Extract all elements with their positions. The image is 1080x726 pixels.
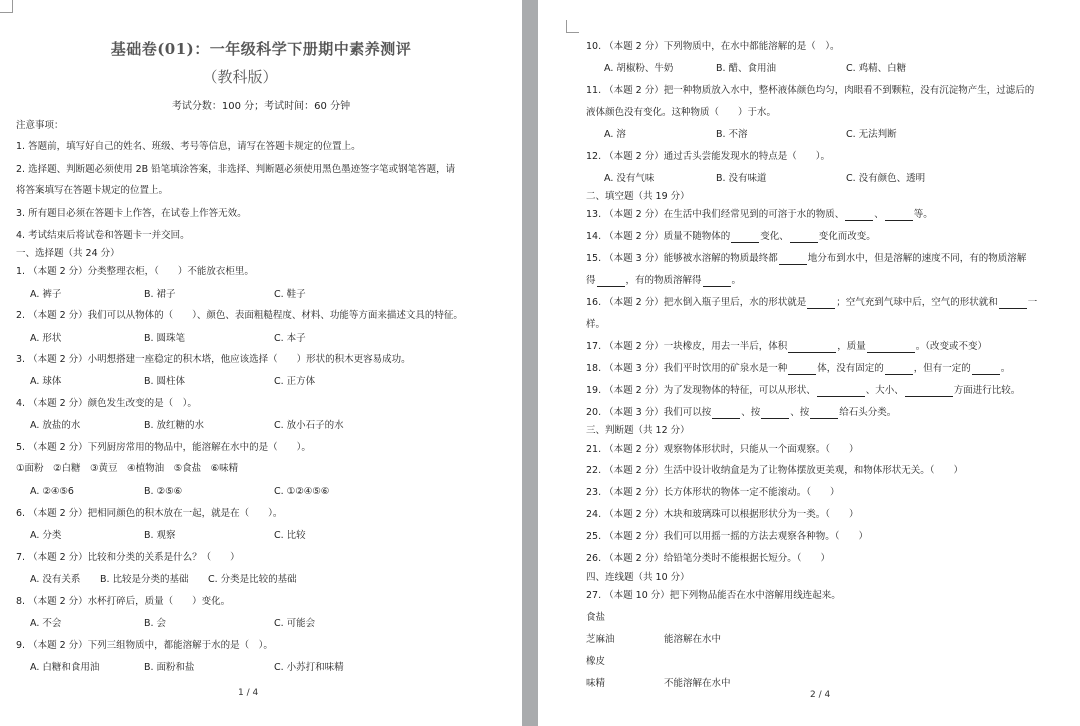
fill-text: 13. （本题 2 分）在生活中我们经常见到的可溶于水的物质、	[586, 209, 845, 220]
fill-text: 、大小、	[865, 385, 904, 396]
fill-text: ；空气充到气球中后，空气的形状就和	[836, 297, 998, 308]
option: A. 没有关系	[30, 574, 81, 585]
question-text: 3. （本题 2 分）小明想搭建一座稳定的积木塔，他应该选择（ ）形状的积木更容易成功。	[16, 354, 411, 365]
question-text: 10. （本题 2 分）下列物质中，在水中都能溶解的是（ ）。	[586, 41, 840, 52]
match-item[interactable]: 橡皮	[586, 656, 606, 667]
fill-text: ，但有一定的	[913, 363, 971, 374]
answer-blank[interactable]	[885, 220, 913, 221]
option: B. 没有味道	[716, 173, 767, 184]
option: C. 可能会	[274, 618, 316, 629]
judge-question: 25. （本题 2 分）我们可以用摇一摇的方法去观察各种物。（ ）	[586, 531, 868, 542]
option: C. 小苏打和味精	[274, 662, 344, 673]
exam-page-2	[538, 0, 1080, 726]
question-text: 4. （本题 2 分）颜色发生改变的是（ ）。	[16, 398, 197, 409]
fill-question	[586, 340, 987, 353]
answer-blank[interactable]	[867, 352, 915, 353]
answer-blank[interactable]	[761, 418, 789, 419]
answer-blank[interactable]	[845, 220, 873, 221]
option: A. 放盐的水	[30, 420, 81, 431]
fill-text: 。	[731, 275, 742, 286]
fill-text: 样。	[586, 319, 606, 330]
notes-header: 注意事项：	[16, 120, 64, 131]
fill-question	[586, 318, 605, 331]
question-text: 5. （本题 2 分）下列厨房常用的物品中，能溶解在水中的是（ ）。	[16, 442, 311, 453]
note-line: 1. 答题前，填写好自己的姓名、班级、考号等信息，请写在答题卡规定的位置上。	[16, 141, 361, 152]
fill-text: 16. （本题 2 分）把水倒入瓶子里后，水的形状就是	[586, 297, 807, 308]
fill-text: 变化而改变。	[818, 231, 876, 242]
fill-text: 14. （本题 2 分）质量不随物体的	[586, 231, 731, 242]
option: A. 分类	[30, 530, 62, 541]
answer-blank[interactable]	[597, 286, 625, 287]
option: B. 圆珠笔	[144, 333, 186, 344]
option: A. 裤子	[30, 289, 62, 300]
fill-question	[586, 406, 896, 419]
fill-text: 20. （本题 3 分）我们可以按	[586, 407, 712, 418]
answer-blank[interactable]	[703, 286, 731, 287]
option: C. 鞋子	[274, 289, 306, 300]
question-text: 27. （本题 10 分）把下列物品能否在水中溶解用线连起来。	[586, 590, 841, 601]
answer-blank[interactable]	[731, 242, 759, 243]
option: B. 比较是分类的基础	[100, 574, 189, 585]
fill-question	[586, 296, 1037, 309]
question-text: 液体颜色没有变化。这种物质（ ）于水。	[586, 107, 777, 118]
question-text: 1. （本题 2 分）分类整理衣柜，（ ）不能放衣柜里。	[16, 266, 254, 277]
question-text: 12. （本题 2 分）通过舌头尝能发现水的特点是（ ）。	[586, 151, 830, 162]
exam-subtitle: （教科版）	[202, 68, 278, 86]
judge-question: 26. （本题 2 分）给铅笔分类时不能根据长短分。（ ）	[586, 553, 830, 564]
question-text: 2. （本题 2 分）我们可以从物体的（ ）、颜色、表面粗糙程度、材料、功能等方面来描述文具的特征。	[16, 310, 463, 321]
fill-text: 变化、	[760, 231, 789, 242]
note-line: 将答案填写在答题卡规定的位置上。	[16, 185, 169, 196]
fill-text: ，有的物质溶解得	[625, 275, 702, 286]
note-line: 2. 选择题、判断题必须使用 2B 铅笔填涂答案，非选择、判断题必须使用黑色墨迹签字笔或钢笔答题，请	[16, 164, 456, 175]
crop-mark	[0, 0, 13, 13]
option: A. ②④⑤6	[30, 486, 74, 497]
option: A. 白糖和食用油	[30, 662, 100, 673]
fill-text: 19. （本题 2 分）为了发现物体的特征，可以从形状、	[586, 385, 816, 396]
option: B. 圆柱体	[144, 376, 186, 387]
fill-text: 体，没有固定的	[817, 363, 884, 374]
question-text: 9. （本题 2 分）下列三组物质中，都能溶解于水的是（ ）。	[16, 640, 273, 651]
answer-blank[interactable]	[905, 396, 953, 397]
section-heading: 一、选择题（共 24 分）	[16, 248, 120, 259]
option: C. 没有颜色、透明	[846, 173, 926, 184]
option: B. 放红糖的水	[144, 420, 205, 431]
answer-blank[interactable]	[999, 308, 1027, 309]
fill-question	[586, 208, 933, 221]
option: C. 比较	[274, 530, 306, 541]
answer-blank[interactable]	[788, 374, 816, 375]
option: C. 本子	[274, 333, 306, 344]
answer-blank[interactable]	[972, 374, 1000, 375]
answer-blank[interactable]	[779, 264, 807, 265]
match-target[interactable]: 不能溶解在水中	[664, 678, 731, 689]
option: C. ①②④⑤⑥	[274, 486, 330, 497]
option: C. 鸡精、白糖	[846, 63, 907, 74]
fill-text: 给石头分类。	[839, 407, 897, 418]
fill-text: 17. （本题 2 分）一块橡皮，用去一半后，体积	[586, 341, 788, 352]
exam-info: 考试分数：100 分；考试时间：60 分钟	[171, 101, 351, 112]
note-line: 4. 考试结束后将试卷和答题卡一并交回。	[16, 230, 190, 241]
answer-blank[interactable]	[790, 242, 818, 243]
page-number: 2 / 4	[810, 690, 831, 700]
answer-blank[interactable]	[788, 352, 836, 353]
fill-text: 地分布到水中，但是溶解的速度不同，有的物质溶解	[807, 253, 1027, 264]
option: C. 放小石子的水	[274, 420, 344, 431]
section-heading: 四、连线题（共 10 分）	[586, 572, 690, 583]
option: A. 胡椒粉、牛奶	[604, 63, 674, 74]
fill-question	[586, 274, 741, 287]
judge-question: 24. （本题 2 分）木块和玻璃珠可以根据形状分为一类。（ ）	[586, 509, 859, 520]
match-target[interactable]: 能溶解在水中	[664, 634, 722, 645]
answer-blank[interactable]	[817, 396, 865, 397]
question-text: 11. （本题 2 分）把一种物质放入水中，整杯液体颜色均匀，肉眼看不到颗粒，没有沉淀物产生，过滤后的	[586, 85, 1035, 96]
fill-question	[586, 252, 1026, 265]
fill-question	[586, 362, 1010, 375]
match-item[interactable]: 芝麻油	[586, 634, 615, 645]
fill-text: ，质量	[837, 341, 866, 352]
fill-text: 一	[1027, 297, 1038, 308]
judge-question: 21. （本题 2 分）观察物体形状时，只能从一个面观察。（ ）	[586, 444, 859, 455]
option: C. 正方体	[274, 376, 316, 387]
fill-text: 18. （本题 3 分）我们平时饮用的矿泉水是一种	[586, 363, 788, 374]
note-line: 3. 所有题目必须在答题卡上作答，在试卷上作答无效。	[16, 208, 247, 219]
fill-text: 方面进行比较。	[953, 385, 1021, 396]
exam-title: 基础卷(01)：一年级科学下册期中素养测评	[110, 40, 412, 58]
option: B. 面粉和盐	[144, 662, 195, 673]
option: B. 醋、食用油	[716, 63, 777, 74]
section-heading: 二、填空题（共 19 分）	[586, 191, 690, 202]
fill-text: 等。	[913, 209, 933, 220]
answer-blank[interactable]	[712, 418, 740, 419]
question-text: 6. （本题 2 分）把相同颜色的积木放在一起，就是在（ ）。	[16, 508, 283, 519]
option: B. 不溶	[716, 129, 748, 140]
fill-question	[586, 384, 1020, 397]
section-heading: 三、判断题（共 12 分）	[586, 425, 690, 436]
fill-text: 。（改变或不变）	[915, 341, 987, 352]
question-text: 8. （本题 2 分）水杯打碎后，质量（ ）变化。	[16, 596, 231, 607]
crop-mark	[566, 20, 579, 33]
option: B. 裙子	[144, 289, 176, 300]
match-item[interactable]: 味精	[586, 678, 606, 689]
question-extra: ①面粉 ②白糖 ③黄豆 ④植物油 ⑤食盐 ⑥味精	[16, 463, 239, 474]
answer-blank[interactable]	[810, 418, 838, 419]
option: A. 溶	[604, 129, 626, 140]
fill-text: 得	[586, 275, 596, 286]
fill-text: 15. （本题 3 分）能够被水溶解的物质最终都	[586, 253, 778, 264]
option: A. 没有气味	[604, 173, 655, 184]
exam-page-1	[0, 0, 522, 726]
fill-question	[586, 230, 876, 243]
fill-text: 、按	[741, 407, 761, 418]
option: C. 分类是比较的基础	[208, 574, 297, 585]
option: B. ②⑤⑥	[144, 486, 183, 497]
match-item[interactable]: 食盐	[586, 612, 606, 623]
option: A. 球体	[30, 376, 62, 387]
page-number: 1 / 4	[238, 688, 259, 698]
option: B. 会	[144, 618, 167, 629]
fill-text: 、按	[790, 407, 810, 418]
judge-question: 23. （本题 2 分）长方体形状的物体一定不能滚动。（ ）	[586, 487, 840, 498]
answer-blank[interactable]	[807, 308, 835, 309]
option: A. 形状	[30, 333, 62, 344]
question-text: 7. （本题 2 分）比较和分类的关系是什么？（ ）	[16, 552, 240, 563]
option: A. 不会	[30, 618, 62, 629]
option: B. 观察	[144, 530, 176, 541]
option: C. 无法判断	[846, 129, 897, 140]
fill-text: 。	[1000, 363, 1011, 374]
judge-question: 22. （本题 2 分）生活中设计收纳盒是为了让物体摆放更美观，和物体形状无关。（ ）	[586, 465, 963, 476]
fill-text: 、	[874, 209, 884, 220]
answer-blank[interactable]	[885, 374, 913, 375]
